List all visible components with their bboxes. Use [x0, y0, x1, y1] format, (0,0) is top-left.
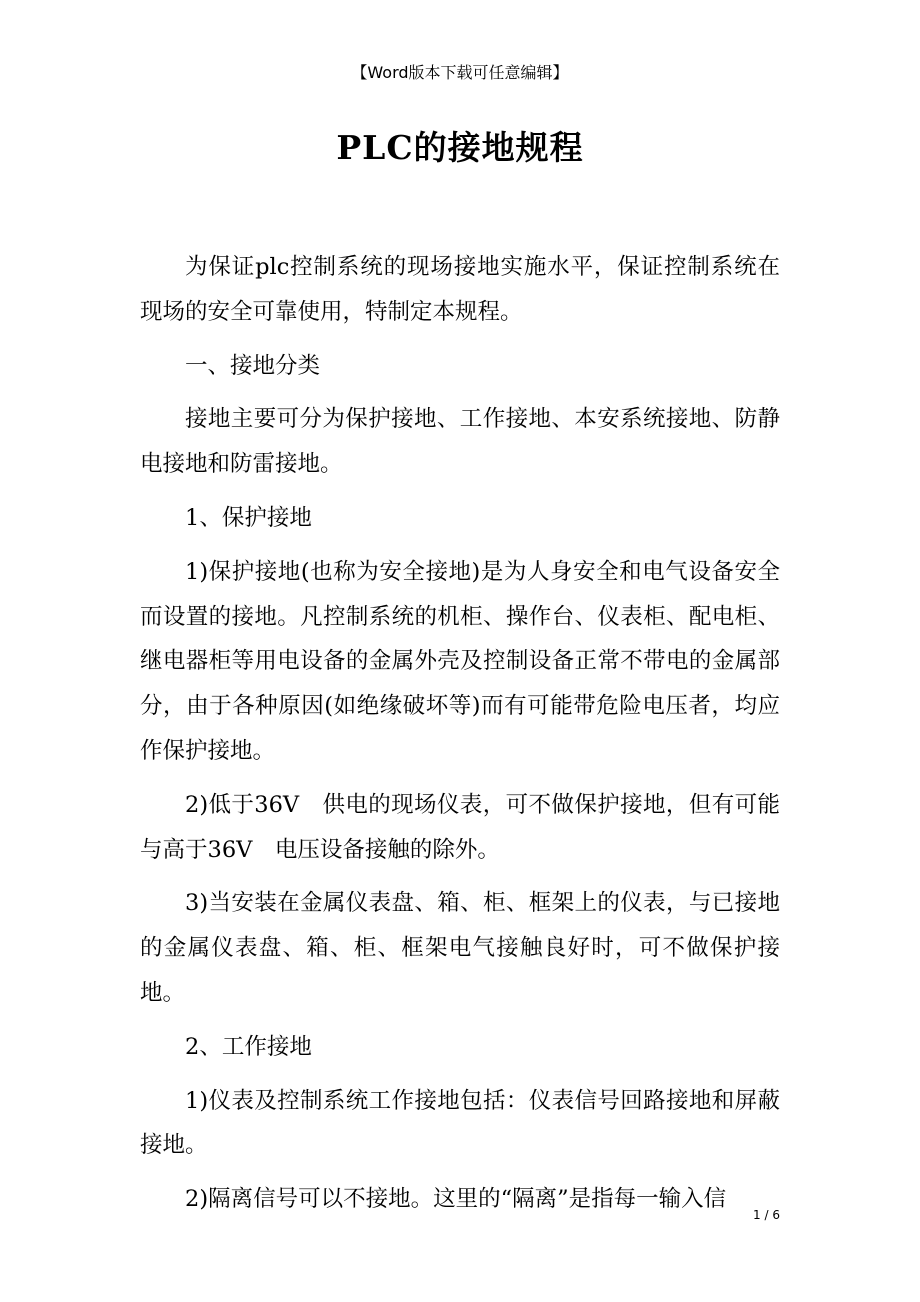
paragraph-protective-grounding-3: 3)当安装在金属仪表盘、箱、柜、框架上的仪表，与已接地的金属仪表盘、箱、柜、框架电气接触良好时，可不做保护接地。: [140, 890, 780, 1006]
subsection-heading-working-grounding: 2、工作接地: [185, 1033, 312, 1060]
page-number: 1 / 6: [753, 1208, 780, 1222]
document-title: PLC的接地规程: [336, 128, 584, 167]
subsection-heading-protective-grounding: 1、保护接地: [185, 504, 312, 531]
intro-paragraph: 为保证plc控制系统的现场接地实施水平，保证控制系统在现场的安全可靠使用，特制定本规程。: [140, 254, 780, 325]
paragraph-grounding-types: 接地主要可分为保护接地、工作接地、本安系统接地、防静电接地和防雷接地。: [140, 406, 780, 478]
document-body: [140, 245, 780, 1231]
paragraph-protective-grounding-1: 1)保护接地(也称为安全接地)是为人身安全和电气设备安全而设置的接地。凡控制系统的机柜、操作台、仪表柜、配电柜、继电器柜等用电设备的金属外壳及控制设备正常不带电的金属部分，由于各种原因(如绝缘破坏等)而有可能带危险电压者，均应作保护接地。: [140, 558, 780, 764]
paragraph-working-grounding-2: 2)隔离信号可以不接地。这里的“隔离”是指每一输入信: [185, 1186, 727, 1213]
page-header: 【Word版本下载可任意编辑】: [351, 63, 569, 82]
paragraph-protective-grounding-2: 2)低于36V 供电的现场仪表，可不做保护接地，但有可能与高于36V 电压设备接触的除外。: [140, 791, 780, 863]
section-heading-grounding-classification: 一、接地分类: [185, 352, 321, 379]
paragraph-working-grounding-1: 1)仪表及控制系统工作接地包括：仪表信号回路接地和屏蔽接地。: [140, 1087, 780, 1159]
